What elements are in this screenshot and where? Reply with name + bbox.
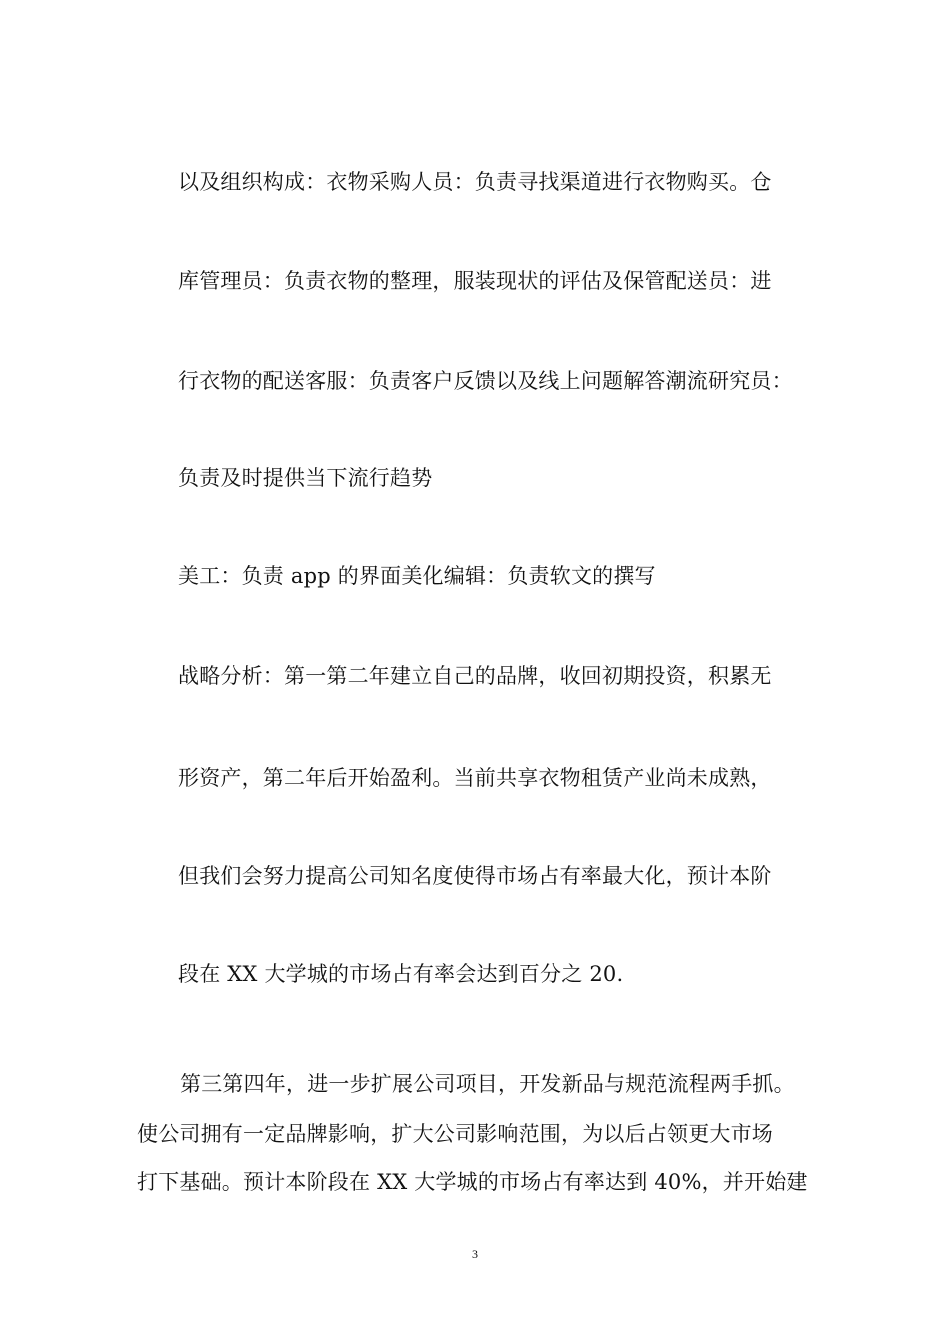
text-line-8: 但我们会努力提高公司知名度使得市场占有率最大化，预计本阶 xyxy=(178,864,772,888)
paragraph-line-1: 第三第四年，进一步扩展公司项目，开发新品与规范流程两手抓。 xyxy=(180,1072,795,1096)
paragraph-line-3: 打下基础。预计本阶段在 XX 大学城的市场占有率达到 40%，并开始建 xyxy=(137,1170,808,1194)
text-line-9: 段在 XX 大学城的市场占有率会达到百分之 20. xyxy=(178,962,624,986)
text-line-5: 美工：负责 app 的界面美化编辑：负责软文的撰写 xyxy=(178,564,656,588)
text-line-2: 库管理员：负责衣物的整理，服装现状的评估及保管配送员：进 xyxy=(178,269,772,293)
text-line-7: 形资产，第二年后开始盈利。当前共享衣物租赁产业尚未成熟， xyxy=(178,766,772,790)
text-line-1: 以及组织构成：衣物采购人员：负责寻找渠道进行衣物购买。仓 xyxy=(178,170,772,194)
text-line-6: 战略分析：第一第二年建立自己的品牌，收回初期投资，积累无 xyxy=(178,664,772,688)
page-number: 3 xyxy=(472,1247,478,1261)
text-line-3: 行衣物的配送客服：负责客户反馈以及线上问题解答潮流研究员： xyxy=(178,369,793,393)
text-line-4: 负责及时提供当下流行趋势 xyxy=(178,466,433,490)
paragraph-line-2: 使公司拥有一定品牌影响，扩大公司影响范围，为以后占领更大市场 xyxy=(137,1122,773,1146)
